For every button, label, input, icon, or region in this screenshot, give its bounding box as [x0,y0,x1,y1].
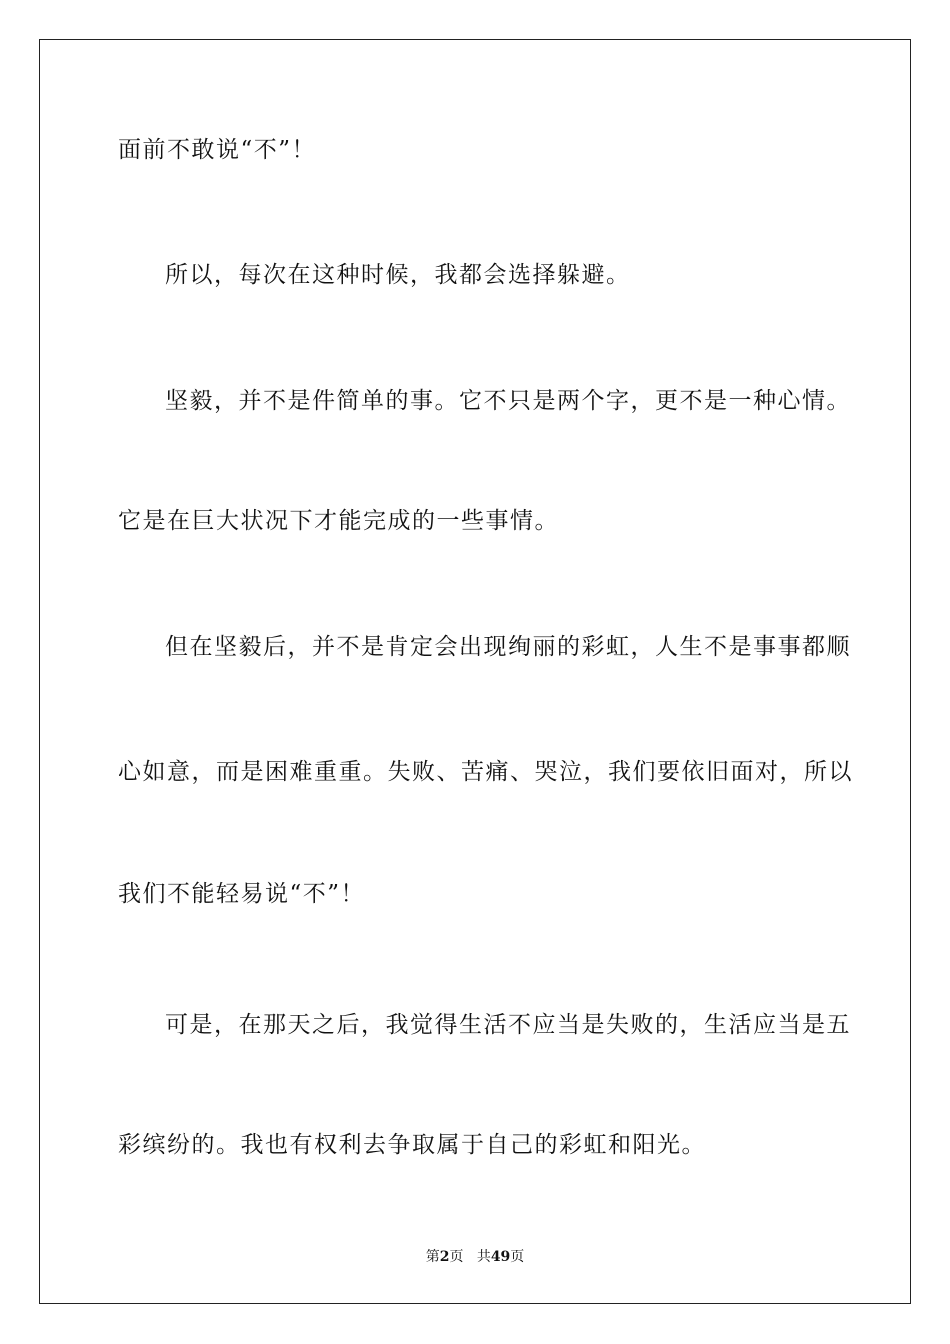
text-line-9: 彩缤纷的。我也有权利去争取属于自己的彩虹和阳光。 [118,1132,706,1158]
text-line-4: 它是在巨大状况下才能完成的一些事情。 [118,508,559,534]
text-line-8: 可是，在那天之后，我觉得生活不应当是失败的，生活应当是五 [165,1012,851,1038]
footer-page-number: 2 [439,1249,450,1265]
footer-total-pages: 49 [490,1249,511,1265]
page-footer [0,1247,950,1267]
footer-page-suffix: 页 [449,1249,464,1265]
page-border [39,39,911,1304]
footer-total-suffix: 页 [510,1249,525,1265]
text-line-6: 心如意，而是困难重重。失败、苦痛、哭泣，我们要依旧面对，所以 [118,759,853,785]
text-line-7: 我们不能轻易说“不”！ [118,881,366,907]
footer-page-prefix: 第 [425,1249,440,1265]
footer-total-prefix: 共 [476,1249,491,1265]
text-line-5: 但在坚毅后，并不是肯定会出现绚丽的彩虹，人生不是事事都顺 [165,634,851,660]
text-line-1: 面前不敢说“不”！ [118,137,317,163]
text-line-3: 坚毅，并不是件简单的事。它不只是两个字，更不是一种心情。 [165,388,851,414]
text-line-2: 所以，每次在这种时候，我都会选择躲避。 [165,262,631,288]
